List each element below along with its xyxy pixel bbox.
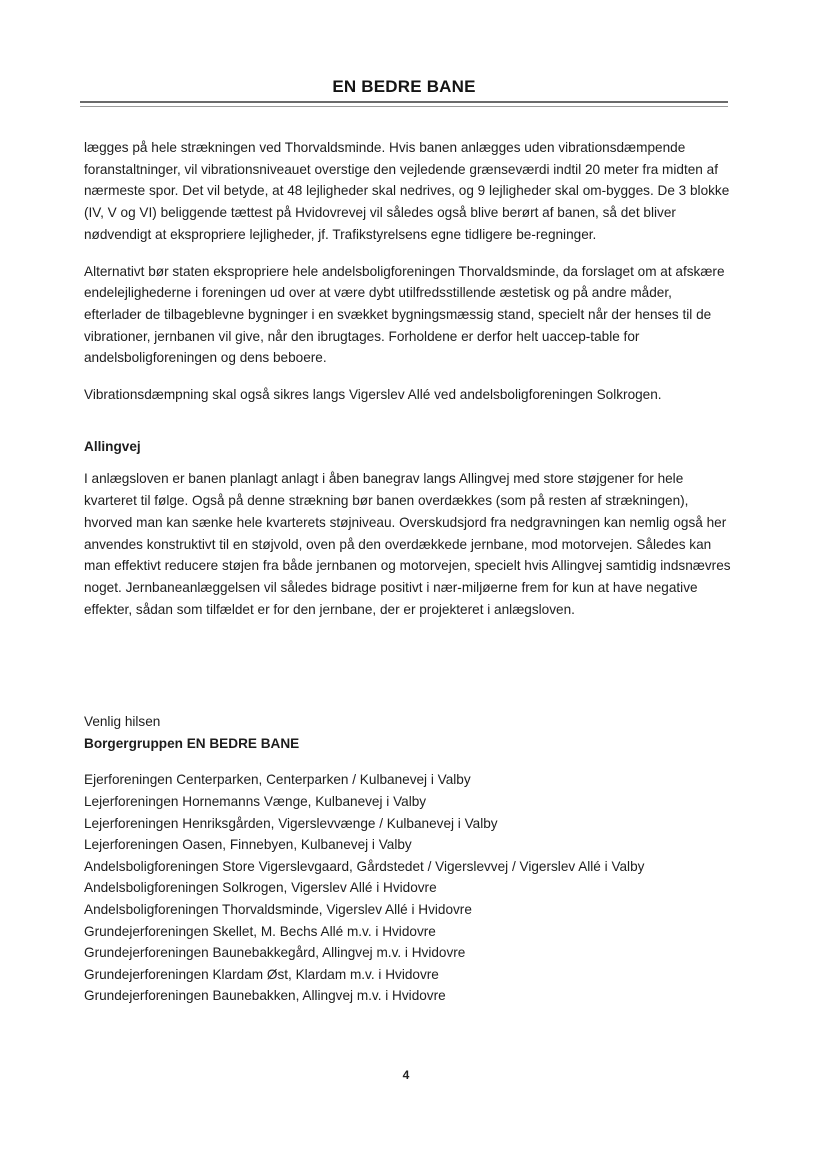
organization-item: Lejerforeningen Oasen, Finnebyen, Kulbanevej i Valby: [84, 837, 412, 853]
organization-item: Grundejerforeningen Baunebakkegård, Allingvej m.v. i Hvidovre: [84, 945, 466, 961]
organization-item: Andelsboligforeningen Thorvaldsminde, Vigerslev Allé i Hvidovre: [84, 901, 472, 917]
header-divider: [80, 101, 728, 107]
page-title: EN BEDRE BANE: [332, 77, 476, 96]
closing-block: [84, 711, 744, 1007]
organization-item: Grundejerforeningen Baunebakken, Allingvej m.v. i Hvidovre: [84, 988, 446, 1004]
organization-item: Grundejerforeningen Skellet, M. Bechs Allé m.v. i Hvidovre: [84, 923, 436, 939]
section-paragraph-allingvej: I anlægsloven er banen planlagt anlagt i åben banegrav langs Allingvej med store støjgener for hele kvarteret til følge. Også på denne strækning bør banen overdækkes (som på resten af strækningen), hvorved man kan sænke hele kvarterets støjniveau. Overskudsjord fra nedgravningen kan nemlig også her anvendes konstruktivt til en støjvold, oven på den overdækkede jernbane, mod motorvejen. Således kan man effektivt reducere støjen fra både jernbanen og motorvejen, specielt hvis Allingvej samtidig indsnævres noget. Jernbaneanlæggelsen vil således bidrage positivt i nær-miljøerne frem for kun at have negative effekter, sådan som tilfældet er for den jernbane, der er projekteret i anlægsloven.: [84, 471, 731, 617]
body-paragraph-3: Vibrationsdæmpning skal også sikres langs Vigerslev Allé ved andelsboligforeningen Solkrogen.: [84, 387, 662, 403]
page-header: [80, 76, 728, 107]
section-heading-allingvej: Allingvej: [84, 438, 141, 454]
organization-item: Grundejerforeningen Klardam Øst, Klardam m.v. i Hvidovre: [84, 966, 439, 982]
organization-item: Andelsboligforeningen Solkrogen, Vigerslev Allé i Hvidovre: [84, 880, 437, 896]
organization-list: [84, 769, 744, 1007]
greeting: Venlig hilsen: [84, 714, 161, 729]
organization-item: Ejerforeningen Centerparken, Centerparken / Kulbanevej i Valby: [84, 772, 471, 788]
organization-item: Lejerforeningen Hornemanns Vænge, Kulbanevej i Valby: [84, 794, 427, 809]
organization-item: Andelsboligforeningen Store Vigerslevgaard, Gårdstedet / Vigerslevvej / Vigerslev Allé i Valby: [84, 858, 645, 874]
organization-item: Lejerforeningen Henriksgården, Vigerslevvænge / Kulbanevej i Valby: [84, 815, 498, 831]
body-paragraph-1: lægges på hele strækningen ved Thorvaldsminde. Hvis banen anlægges uden vibrationsdæmpende foranstaltninger, vil vibrationsniveauet overstige den vejledende grænseværdi indtil 20 meter fra midten af nærmeste spor. Det vil betyde, at 48 lejligheder skal nedrives, og 9 lejligheder skal om-bygges. De 3 blokke (IV, V og VI) beliggende tættest på Hvidovrevej vil således også blive berørt af banen, så det bliver nødvendigt at ekspropriere lejligheder, jf. Trafikstyrelsens egne tidligere be-regninger.: [84, 140, 730, 242]
document-body: [84, 137, 732, 620]
sender-name: Borgergruppen EN BEDRE BANE: [84, 735, 300, 751]
page-number: 4: [402, 1068, 410, 1082]
body-paragraph-2: Alternativt bør staten ekspropriere hele andelsboligforeningen Thorvaldsminde, da forslaget om at afskære endelejlighederne i foreningen ud over at være dybt utilfredsstillende æstetisk og på andre måder, efterlader de tilbageblevne bygninger i en svækket bygningsmæssig stand, specielt når der henses til de vibrationer, jernbanen vil give, når den ibrugtages. Forholdene er derfor helt uaccep-table for andelsboligforeningen og dens beboere.: [84, 263, 725, 366]
